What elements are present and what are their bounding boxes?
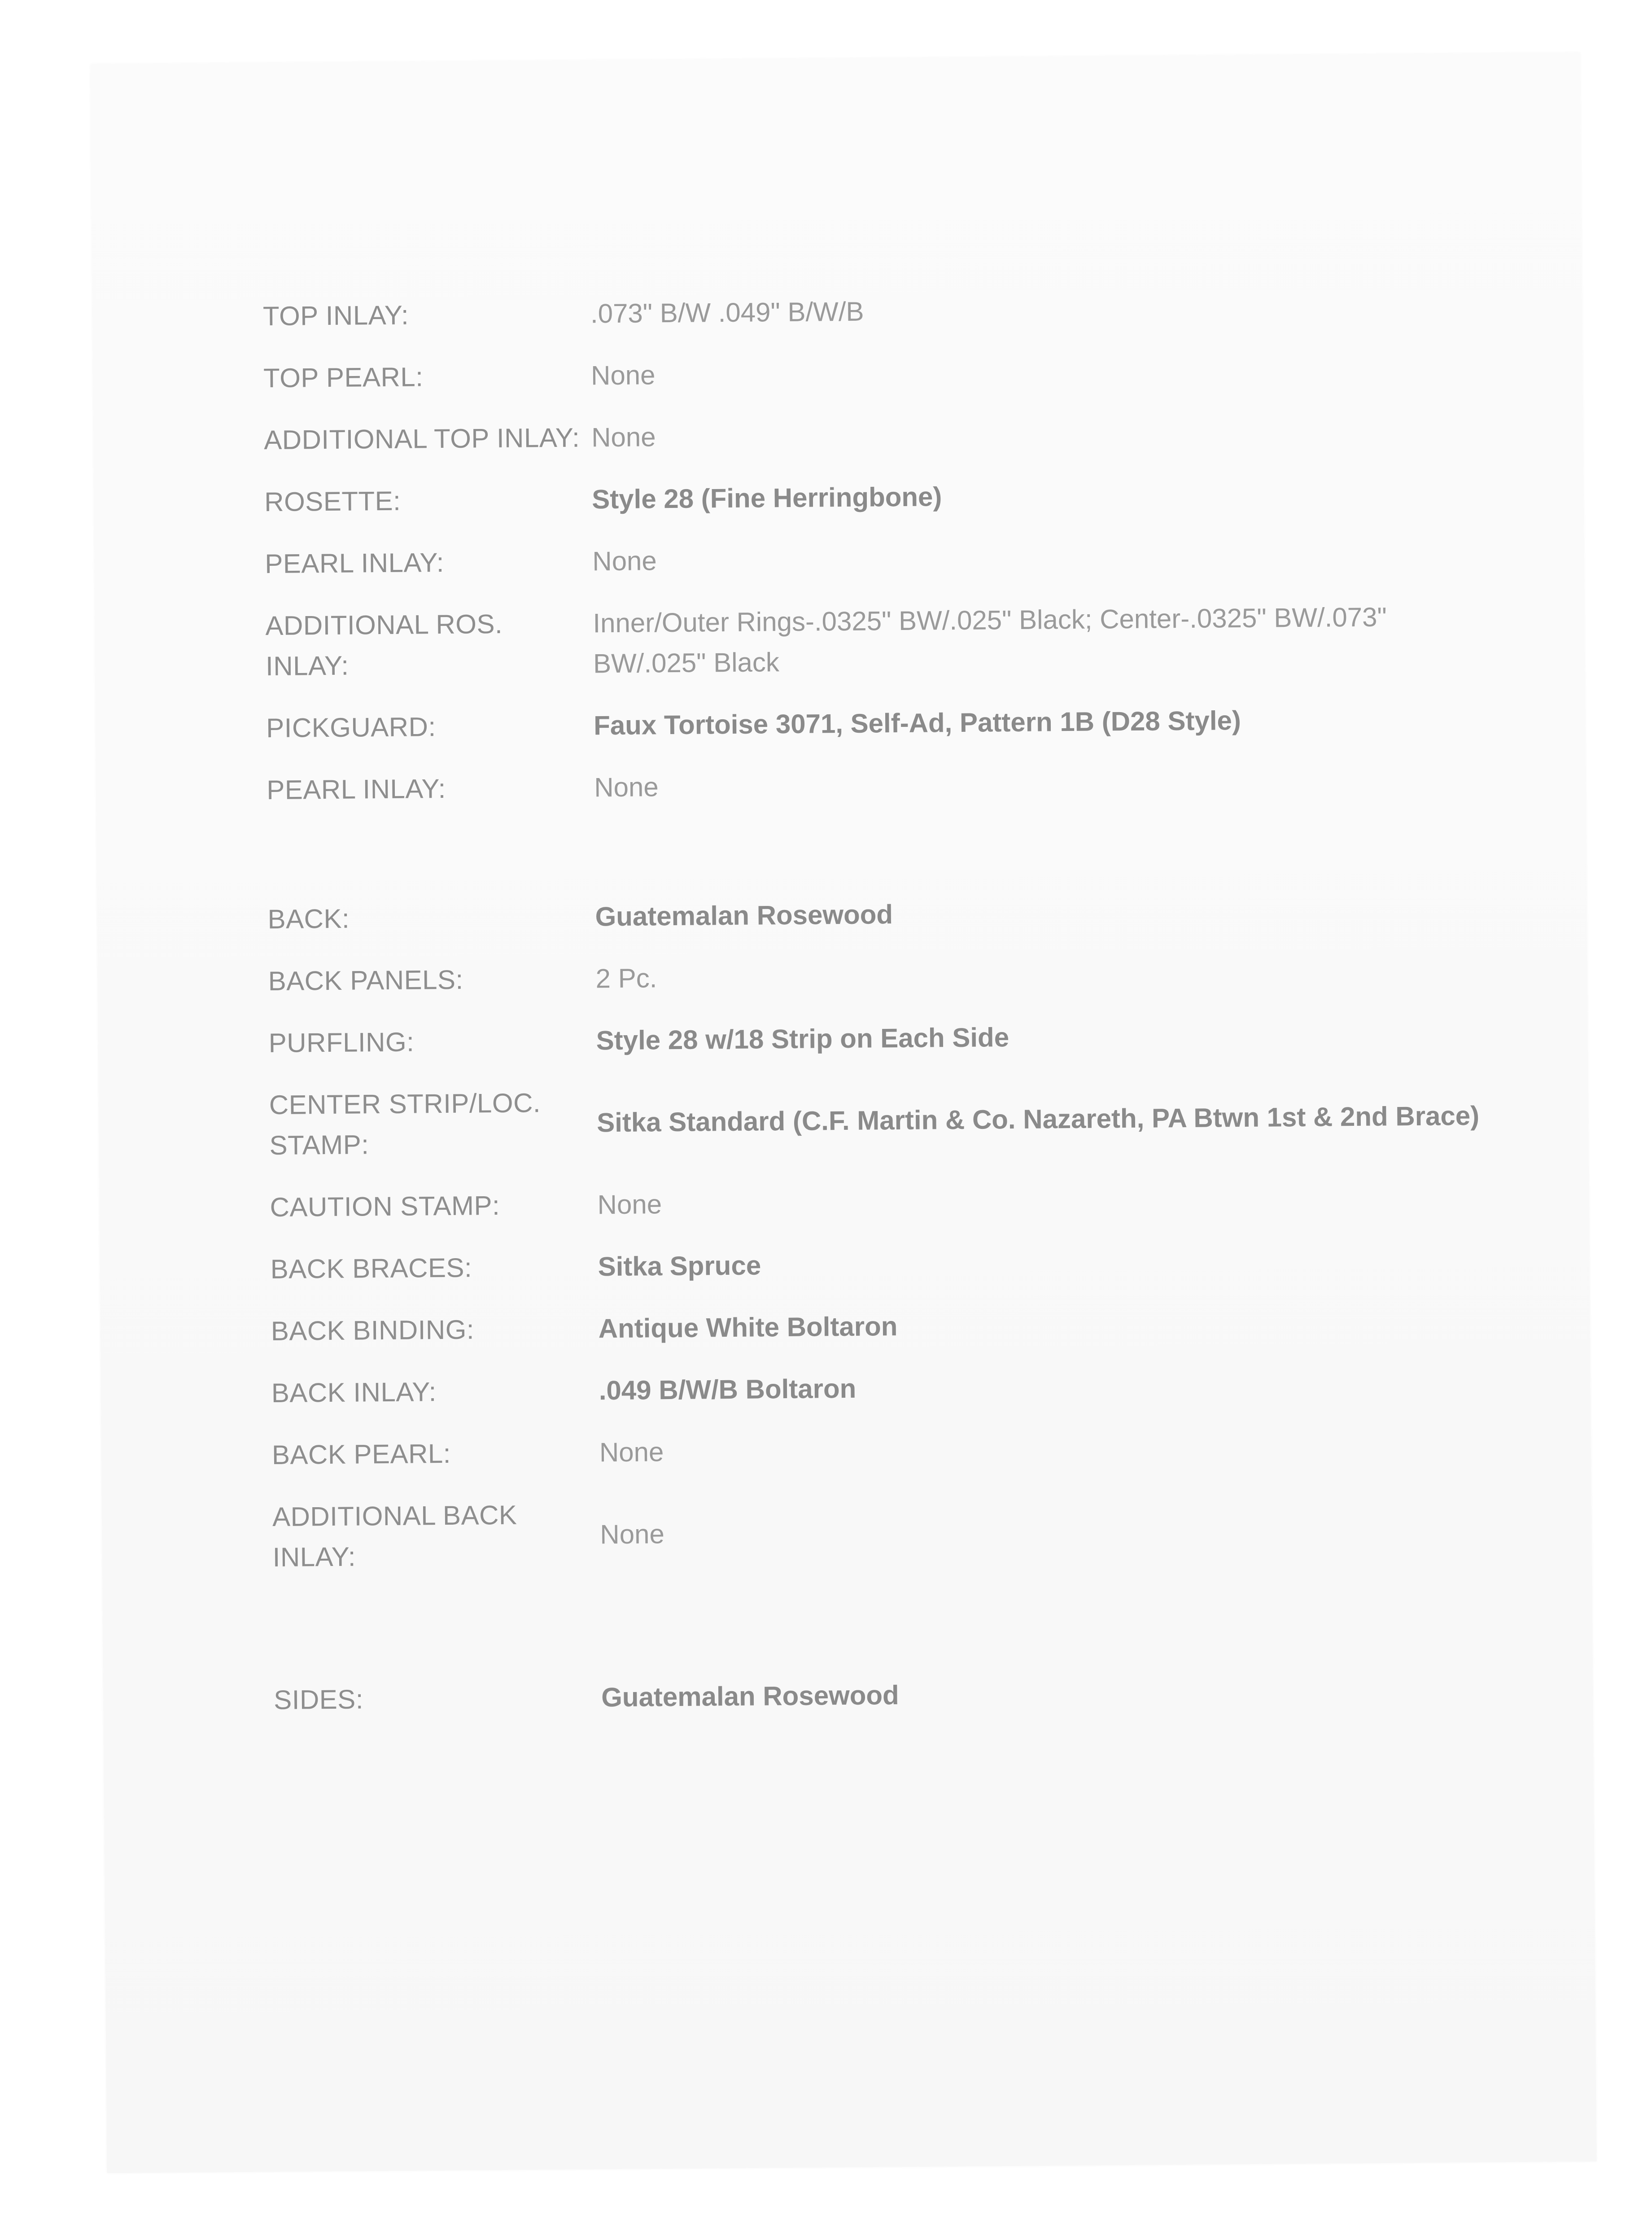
spec-label: CENTER STRIP/LOC. STAMP: (269, 1088, 541, 1161)
spec-value: Sitka Standard (C.F. Martin & Co. Nazareth, PA Btwn 1st & 2nd Brace) (596, 1100, 1480, 1138)
spec-label: ADDITIONAL TOP INLAY: (263, 422, 580, 455)
spec-value: .049 B/W/B Boltaron (599, 1373, 857, 1406)
spec-row-pickguard (266, 699, 1478, 748)
spec-row-back-braces (270, 1240, 1482, 1290)
spec-label: TOP PEARL: (263, 362, 424, 394)
spec-label: BACK PEARL: (271, 1438, 451, 1470)
spec-label: ROSETTE: (264, 485, 401, 517)
spec-value: Style 28 (Fine Herringbone) (591, 481, 942, 515)
spec-label: BACK INLAY: (271, 1377, 437, 1408)
spec-row-back-binding (271, 1302, 1482, 1351)
spec-value: None (599, 1437, 664, 1468)
spec-label: TOP INLAY: (262, 300, 409, 332)
spec-list (263, 287, 1486, 1742)
section-spacer (267, 822, 1479, 899)
spec-value: Antique White Boltaron (598, 1311, 898, 1344)
spec-value: None (592, 546, 657, 577)
spec-label: PURFLING: (268, 1027, 415, 1058)
spec-label: PEARL INLAY: (267, 773, 446, 805)
spec-row-top-pearl (263, 349, 1475, 398)
spec-value: Faux Tortoise 3071, Self-Ad, Pattern 1B (D28 Style) (593, 705, 1241, 741)
spec-value: Guatemalan Rosewood (595, 899, 893, 932)
spec-label: PEARL INLAY: (265, 547, 445, 579)
paper-sheet (91, 52, 1597, 2173)
spec-value: Inner/Outer Rings-.0325" BW/.025" Black; Center-.0325" BW/.073" BW/.025" Black (593, 602, 1387, 679)
spec-value: None (590, 360, 656, 391)
spec-label: PICKGUARD: (266, 712, 436, 744)
spec-value: None (594, 772, 659, 803)
spec-label: BACK BINDING: (271, 1314, 475, 1347)
spec-label: SIDES: (273, 1684, 364, 1715)
spec-row-caution-stamp (270, 1178, 1482, 1228)
spec-row-back-pearl (272, 1426, 1484, 1475)
spec-row-purfling (268, 1014, 1480, 1063)
spec-row-additional-top-inlay (264, 411, 1476, 460)
spec-row-pearl-inlay-2 (267, 761, 1478, 810)
spec-value: 2 Pc. (595, 963, 657, 994)
spec-row-center-strip (269, 1076, 1481, 1166)
spec-row-additional-back-inlay (272, 1487, 1484, 1578)
spec-row-pearl-inlay (265, 534, 1477, 584)
spec-label: BACK: (267, 903, 350, 935)
spec-row-top-inlay (263, 287, 1475, 337)
spec-label: CAUTION STAMP: (270, 1190, 500, 1223)
spec-label: BACK BRACES: (270, 1252, 472, 1285)
spec-row-additional-ros-inlay (265, 596, 1477, 687)
spec-row-back-inlay (271, 1364, 1483, 1413)
spec-label: ADDITIONAL ROS. INLAY: (265, 608, 503, 682)
section-spacer (273, 1590, 1485, 1680)
spec-value: .073" B/W .049" B/W/B (590, 296, 864, 329)
spec-value: None (597, 1189, 662, 1220)
spec-value: Sitka Spruce (598, 1250, 761, 1282)
spec-value: Guatemalan Rosewood (601, 1680, 899, 1713)
spec-row-rosette (264, 472, 1476, 522)
spec-label: ADDITIONAL BACK INLAY: (272, 1500, 517, 1573)
spec-label: BACK PANELS: (268, 964, 463, 997)
spec-value: None (591, 422, 656, 453)
spec-value: None (600, 1519, 665, 1550)
spec-row-back-panels (268, 952, 1480, 1002)
spec-value: Style 28 w/18 Strip on Each Side (596, 1022, 1010, 1056)
